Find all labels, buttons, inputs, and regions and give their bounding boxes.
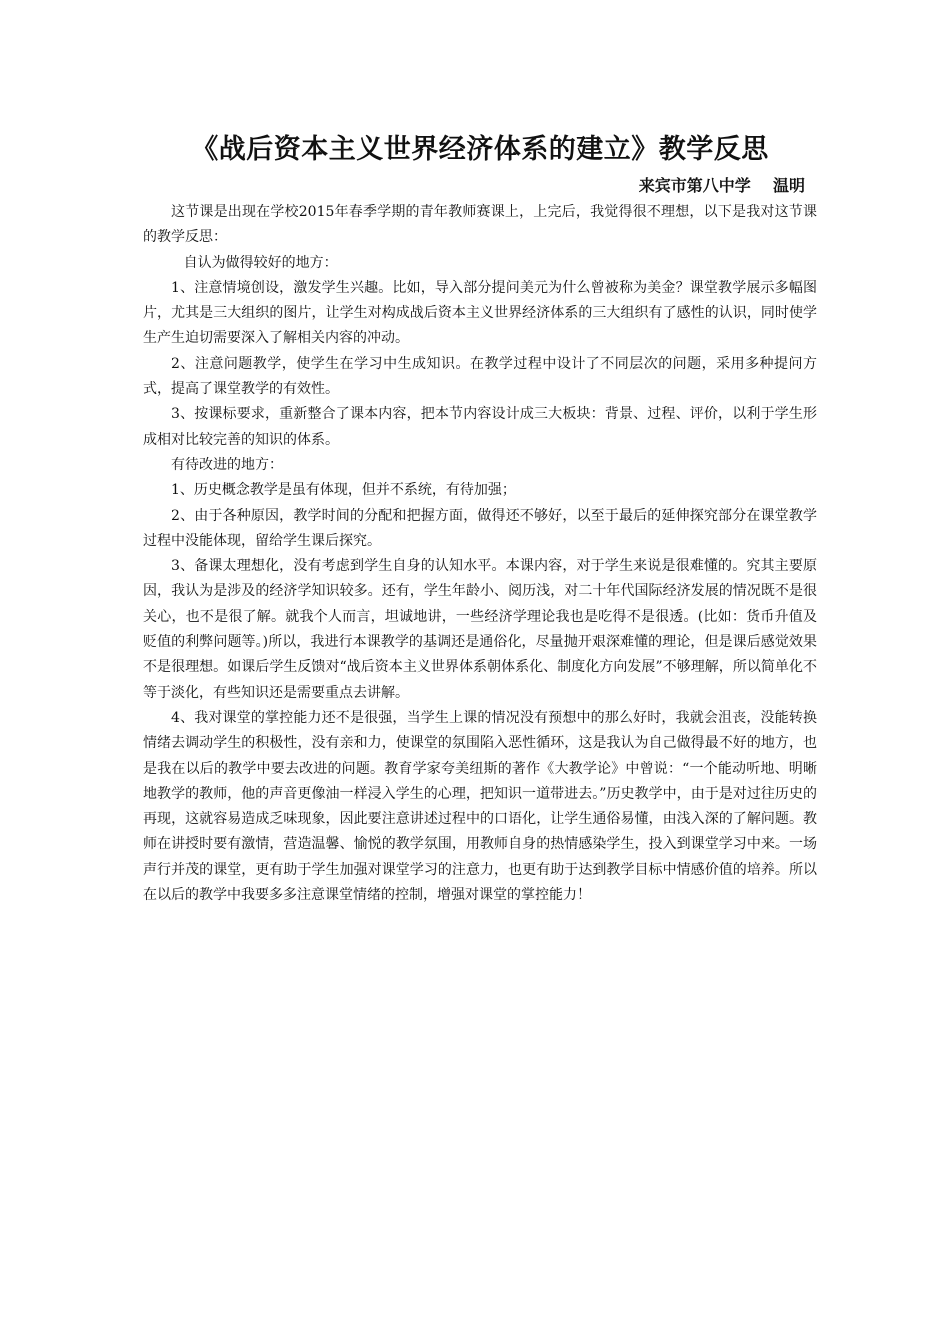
document-title: 《战后资本主义世界经济体系的建立》教学反思 [191, 134, 769, 165]
improve-points-heading: 有待改进的地方： [171, 456, 283, 473]
improve-point-4: 4、我对课堂的掌控能力还不是很强，当学生上课的情况没有预想中的那么好时，我就会沮丧，没能转换情绪去调动学生的积极性，没有亲和力，使课堂的氛围陷入恶性循环，这是我认为自己做得最不好的地方，也是我在以后的教学中要去改进的问题。教育学家夸美纽斯的著作《大教学论》中曾说：“一个能动听地、明晰地教学的教师，他的声音更像油一样浸入学生的心理，把知识一道带进去。”历史教学中，由于是对过往历史的再现，这就容易造成乏味现象，因此要注意讲述过程中的口语化，让学生通俗易懂，由浅入深的了解问题。教师在讲授时要有激情，营造温馨、愉悦的教学氛围，用教师自身的热情感染学生，投入到课堂学习中来。一场声行并茂的课堂，更有助于学生加强对课堂学习的注意力，也更有助于达到教学目标中情感价值的培养。所以在以后的教学中我要多多注意课堂情绪的控制，增强对课堂的掌控能力！ [143, 709, 817, 904]
good-point-3: 3、按课标要求，重新整合了课本内容，把本节内容设计成三大板块：背景、过程、评价，以利于学生形成相对比较完善的知识的体系。 [143, 406, 817, 448]
document-body [143, 128, 817, 908]
improve-point-1: 1、历史概念教学是虽有体现，但并不系统，有待加强； [171, 482, 516, 499]
good-point-1: 1、注意情境创设，激发学生兴趣。比如，导入部分提问美元为什么曾被称为美金？课堂教学展示多幅图片，尤其是三大组织的图片，让学生对构成战后资本主义世界经济体系的三大组织有了感性的认识，同时使学生产生迫切需要深入了解相关内容的冲动。 [143, 279, 817, 347]
improve-point-2: 2、由于各种原因，教学时间的分配和把握方面，做得还不够好，以至于最后的延伸探究部分在课堂教学过程中没能体现，留给学生课后探究。 [143, 507, 817, 549]
intro-paragraph: 这节课是出现在学校2015年春季学期的青年教师赛课上，上完后，我觉得很不理想，以下是我对这节课的教学反思： [143, 204, 817, 246]
good-points-heading: 自认为做得较好的地方： [183, 254, 338, 271]
improve-point-3: 3、备课太理想化，没有考虑到学生自身的认知水平。本课内容，对于学生来说是很难懂的。究其主要原因，我认为是涉及的经济学知识较多。还有，学生年龄小、阅历浅，对二十年代国际经济发展的情况既不是很关心，也不是很了解。就我个人而言，坦诚地讲，一些经济学理论我也是吃得不是很透。(比如：货币升值及贬值的利弊问题等。)所以，我进行本课教学的基调还是通俗化，尽量抛开艰深难懂的理论，但是课后感觉效果不是很理想。如课后学生反馈对“战后资本主义世界体系朝体系化、制度化方向发展”不够理解，所以简单化不等于淡化，有些知识还是需要重点去讲解。 [143, 558, 817, 701]
author-line: 来宾市第八中学 温明 [638, 176, 805, 195]
good-point-2: 2、注意问题教学，使学生在学习中生成知识。在教学过程中设计了不同层次的问题，采用多种提问方式，提高了课堂教学的有效性。 [143, 355, 817, 398]
